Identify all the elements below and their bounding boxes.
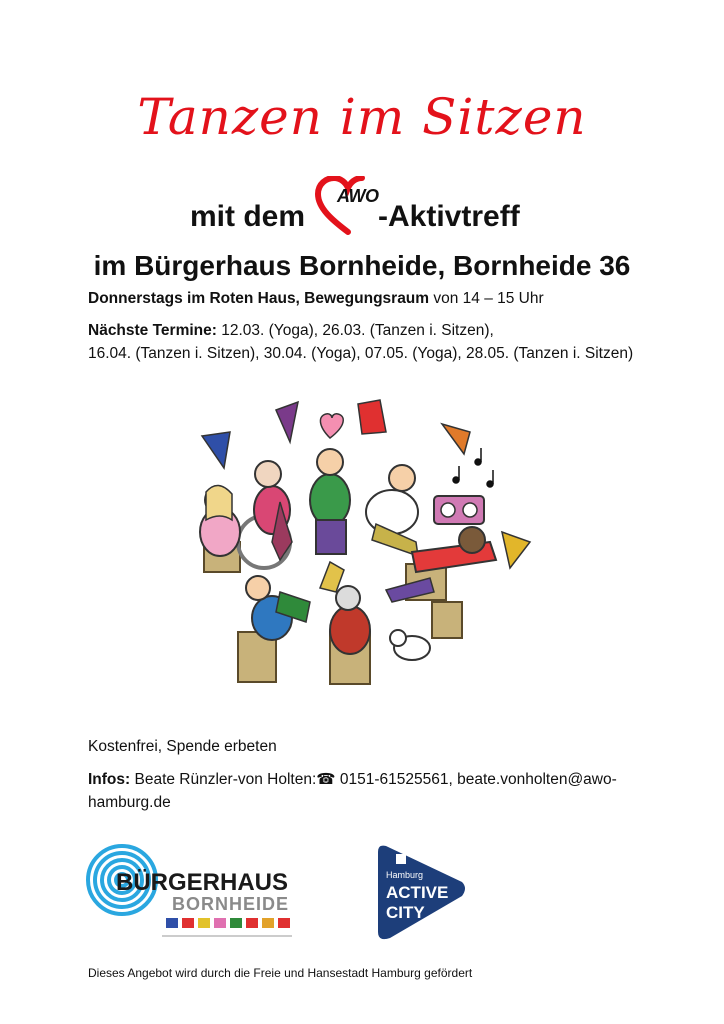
- phone-icon: ☎: [316, 771, 336, 788]
- schedule-line: [88, 290, 544, 308]
- awo-logo-text: AWO: [337, 186, 379, 206]
- active-city-line1: ACTIVE: [386, 883, 449, 902]
- schedule-label: Donnerstags im Roten Haus, Bewegungsraum: [88, 290, 430, 307]
- dates-line-2: 16.04. (Tanzen i. Sitzen), 30.04. (Yoga), 07.05. (Yoga), 28.05. (Tanzen i. Sitzen): [88, 345, 634, 362]
- hamburg-castle-icon: [396, 854, 406, 864]
- infos-label: Infos:: [88, 771, 131, 788]
- active-city-logo: [370, 842, 470, 942]
- infos-contact: Beate Rünzler-von Holten:: [130, 771, 317, 788]
- dates-first: 12.03. (Yoga), 26.03. (Tanzen i. Sitzen),: [216, 322, 494, 339]
- venue-heading: im Bürgerhaus Bornheide, Bornheide 36: [93, 250, 631, 281]
- awo-line: [0, 176, 724, 240]
- subtitle-prefix: mit dem: [190, 200, 306, 233]
- dates-label: Nächste Termine:: [88, 322, 217, 339]
- subtitle-suffix: -Aktivtreff: [378, 200, 520, 233]
- bornheide-title: BORNHEIDE: [172, 894, 290, 914]
- infos-line-2: hamburg.de: [88, 794, 171, 811]
- dancing-seniors-illustration: [180, 392, 540, 702]
- funding-note: Dieses Angebot wird durch die Freie und Hansestadt Hamburg gefördert: [88, 966, 473, 980]
- page-title: Tanzen im Sitzen: [137, 88, 587, 146]
- buergerhaus-title: BÜRGERHAUS: [116, 869, 289, 896]
- infos-phone-email: 0151-61525561, beate.vonholten@awo-: [335, 771, 617, 788]
- infos-line-1: [88, 770, 617, 789]
- active-city-line2: CITY: [386, 903, 425, 922]
- dates-line-1: [88, 322, 494, 340]
- cost-line: Kostenfrei, Spende erbeten: [88, 738, 277, 755]
- buergerhaus-bornheide-logo: [86, 840, 296, 940]
- active-city-top: Hamburg: [386, 870, 424, 880]
- schedule-time: von 14 – 15 Uhr: [429, 290, 544, 307]
